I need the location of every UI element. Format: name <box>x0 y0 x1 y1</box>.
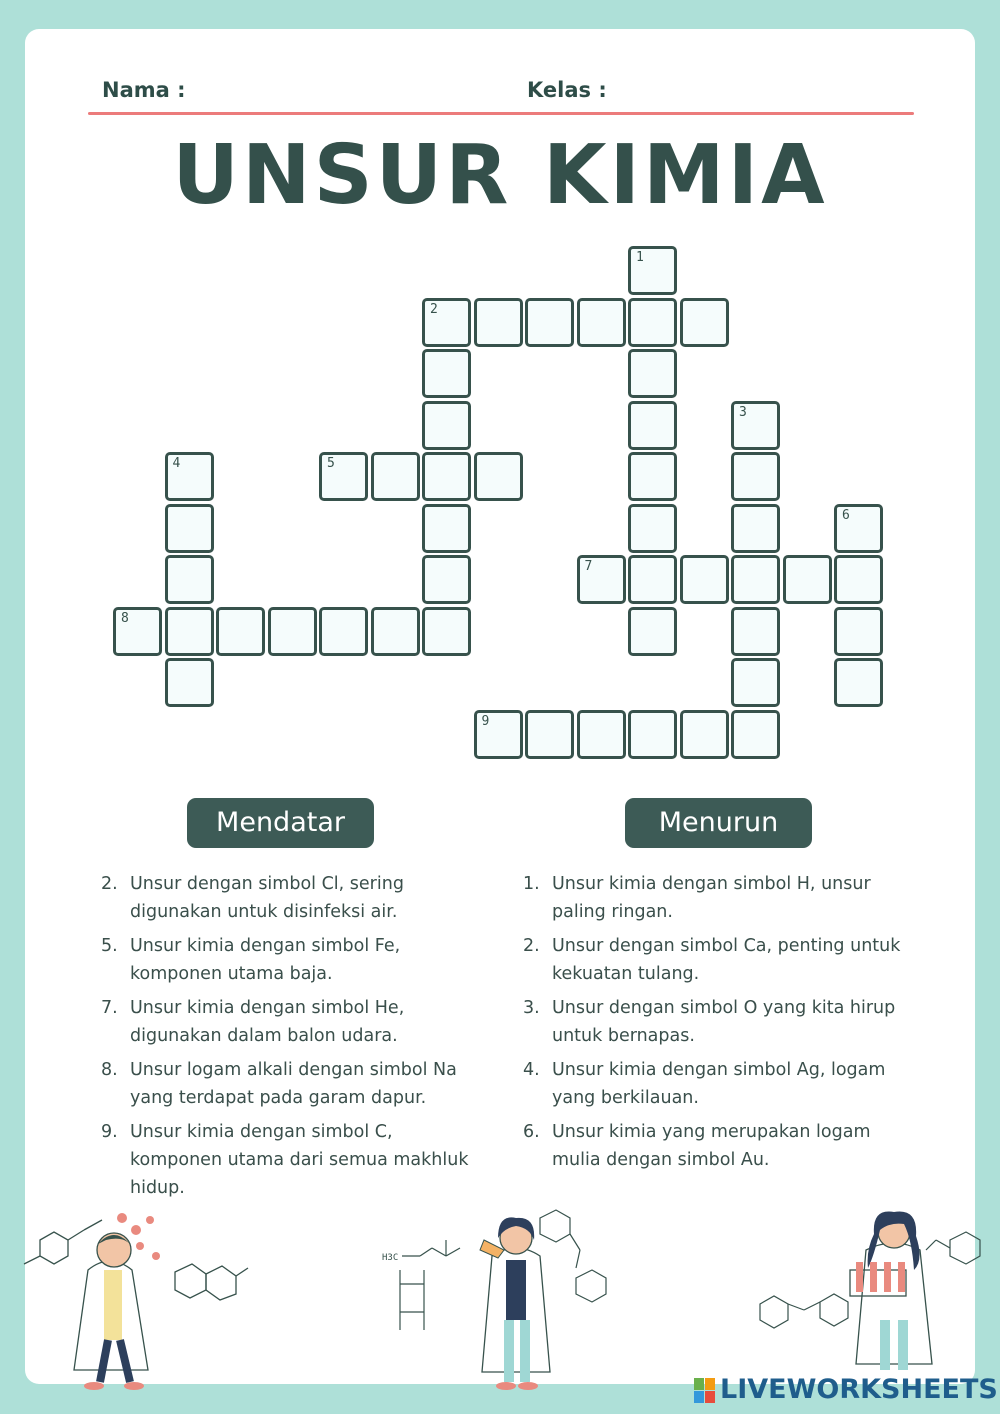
crossword-cell[interactable] <box>165 504 214 553</box>
crossword-cell[interactable] <box>525 298 574 347</box>
crossword-cell[interactable] <box>731 658 780 707</box>
liveworksheets-brand: LIVEWORKSHEETS <box>720 1374 998 1405</box>
crossword-cell[interactable] <box>165 607 214 656</box>
clue-item: 2. Unsur dengan simbol Cl, sering digunakan untuk disinfeksi air. <box>101 874 404 922</box>
crossword-cell[interactable] <box>680 710 729 759</box>
clue-number: 1 <box>636 250 644 265</box>
crossword-cell[interactable] <box>628 246 677 295</box>
crossword-cell[interactable] <box>474 452 523 501</box>
crossword-cell[interactable] <box>731 452 780 501</box>
crossword-cell[interactable] <box>628 504 677 553</box>
crossword-cell[interactable] <box>165 452 214 501</box>
clue-item: 4. Unsur kimia dengan simbol Ag, logam yang berkilauan. <box>523 1060 886 1108</box>
crossword-cell[interactable] <box>628 555 677 604</box>
crossword-cell[interactable] <box>834 555 883 604</box>
crossword-cell[interactable] <box>680 298 729 347</box>
crossword-cell[interactable] <box>371 452 420 501</box>
clue-number: 7 <box>584 559 593 574</box>
crossword-cell[interactable] <box>165 555 214 604</box>
crossword-cell[interactable] <box>731 555 780 604</box>
crossword-cell[interactable] <box>731 607 780 656</box>
clue-item: 8. Unsur logam alkali dengan simbol Na yang terdapat pada garam dapur. <box>101 1060 457 1108</box>
crossword-cell[interactable] <box>268 607 317 656</box>
name-label: Nama : <box>102 78 186 102</box>
clue-item: 1. Unsur kimia dengan simbol H, unsur paling ringan. <box>523 874 871 922</box>
crossword-cell[interactable] <box>422 555 471 604</box>
crossword-cell[interactable] <box>422 298 471 347</box>
down-clue-list <box>523 870 903 1180</box>
clue-number: 8 <box>121 610 129 626</box>
scientist-left-illustration <box>10 1190 260 1390</box>
crossword-cell[interactable] <box>577 298 626 347</box>
crossword-cell[interactable] <box>628 401 677 450</box>
crossword-cell[interactable] <box>628 710 677 759</box>
header-divider <box>88 112 914 115</box>
crossword-cell[interactable] <box>628 298 677 347</box>
clue-number: 9 <box>481 713 490 729</box>
crossword-cell[interactable] <box>525 710 574 759</box>
crossword-cell[interactable] <box>731 710 780 759</box>
crossword-cell[interactable] <box>422 401 471 450</box>
crossword-cell[interactable] <box>834 607 883 656</box>
crossword-cell[interactable] <box>422 452 471 501</box>
crossword-cell[interactable] <box>113 607 162 656</box>
crossword-cell[interactable] <box>319 607 368 656</box>
crossword-cell[interactable] <box>834 658 883 707</box>
scientist-right-illustration <box>740 1200 1000 1375</box>
crossword-cell[interactable] <box>577 555 626 604</box>
crossword-cell[interactable] <box>371 607 420 656</box>
clue-item: 9. Unsur kimia dengan simbol C, komponen utama dari semua makhluk hidup. <box>101 1122 469 1198</box>
crossword-cell[interactable] <box>628 452 677 501</box>
clue-item: 2. Unsur dengan simbol Ca, penting untuk kekuatan tulang. <box>523 936 901 984</box>
crossword-cell[interactable] <box>165 658 214 707</box>
clue-number: 5 <box>327 456 335 471</box>
crossword-cell[interactable] <box>422 349 471 398</box>
across-heading: Mendatar <box>187 798 374 848</box>
clue-item: 7. Unsur kimia dengan simbol He, digunakan dalam balon udara. <box>101 998 405 1046</box>
liveworksheets-logo-icon <box>694 1378 716 1404</box>
crossword-cell[interactable] <box>422 504 471 553</box>
crossword-cell[interactable] <box>319 452 368 501</box>
crossword-cell[interactable] <box>628 349 677 398</box>
crossword-cell[interactable] <box>680 555 729 604</box>
down-heading: Menurun <box>625 798 812 848</box>
crossword-cell[interactable] <box>731 401 780 450</box>
clue-item: 6. Unsur kimia yang merupakan logam mulia dengan simbol Au. <box>523 1122 871 1170</box>
crossword-cell[interactable] <box>474 298 523 347</box>
svg-text:H3C: H3C <box>382 1253 399 1263</box>
clue-number: 4 <box>172 456 181 471</box>
scientist-middle-illustration <box>380 1200 640 1400</box>
crossword-cell[interactable] <box>628 607 677 656</box>
crossword-cell[interactable] <box>731 504 780 553</box>
crossword-cell[interactable] <box>834 504 883 553</box>
page-title: UNSUR KIMIA <box>172 128 828 223</box>
clue-number: 6 <box>842 507 850 523</box>
clue-number: 3 <box>739 404 747 420</box>
crossword-cell[interactable] <box>422 607 471 656</box>
across-clue-list <box>101 870 486 1208</box>
crossword-cell[interactable] <box>474 710 523 759</box>
crossword-cell[interactable] <box>783 555 832 604</box>
clue-item: 5. Unsur kimia dengan simbol Fe, komponen utama baja. <box>101 936 401 984</box>
crossword-cell[interactable] <box>216 607 265 656</box>
clue-number: 2 <box>430 301 438 317</box>
clue-item: 3. Unsur dengan simbol O yang kita hirup untuk bernapas. <box>523 998 896 1046</box>
class-label: Kelas : <box>527 78 607 102</box>
crossword-cell[interactable] <box>577 710 626 759</box>
